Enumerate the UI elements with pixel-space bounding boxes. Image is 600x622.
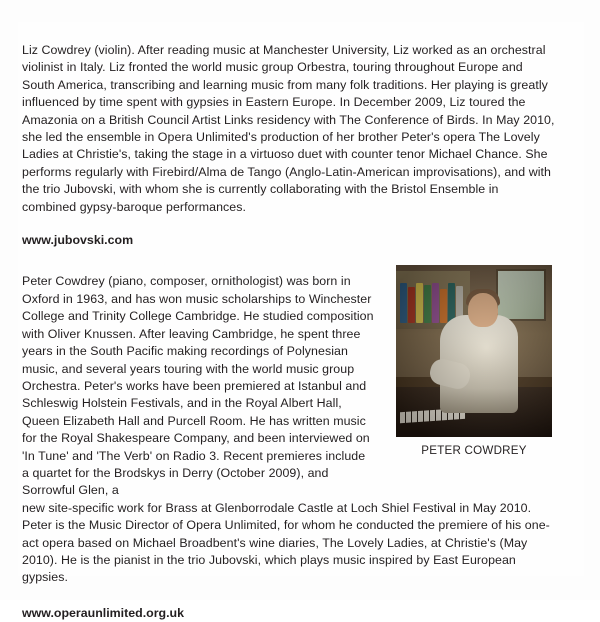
peter-cowdrey-block xyxy=(22,273,578,622)
photo-caption: PETER COWDREY xyxy=(421,444,527,458)
page-edge-right xyxy=(584,0,600,600)
page-edge-top xyxy=(0,0,600,22)
liz-cowdrey-biography: Liz Cowdrey (violin). After reading music at Manchester University, Liz worked as an orchestral violinist in Italy. Liz fronted the world music group Orbestra, touring throughout Europe and South America, transcribing and learning music from many folk traditions. Her playing is greatly influenced by time spent with gypsies in Eastern Europe. In December 2009, Liz toured the Amazonia on a British Council Artist Links residency with The Conference of Birds. In May 2010, she led the ensemble in Opera Unlimited's production of her brother Peter's opera The Lovely Ladies at Christie's, taking the stage in a virtuoso duet with counter tenor Michael Chance. She performs regularly with Firebird/Alma de Tango (Anglo-Latin-American improvisations), and with the trio Jubovski, with whom she is currently collaborating with the Bristol Ensemble in combined gypsy-baroque performances. xyxy=(22,43,555,214)
photo-vignette xyxy=(396,265,552,437)
page-content xyxy=(22,42,578,622)
peter-cowdrey-biography-rest: new site-specific work for Brass at Glenborrodale Castle at Loch Shiel Festival in May 2010. Peter is the Music Director of Opera Unlimited, for whom he conducted the premiere of his one-act opera based on Michael Broadbent's wine diaries, The Lovely Ladies, at Christie's (May 2010). He is the pianist in the trio Jubovski, which plays music inspired by East European gypsies. xyxy=(22,500,550,585)
peter-cowdrey-biography-top: Peter Cowdrey (piano, composer, ornithologist) was born in Oxford in 1963, and has won music scholarships to Winchester College and Trinity College Cambridge. He studied composition with Oliver Knussen. After leaving Cambridge, he spent three years in the South Pacific making recordings of Polynesian music, and several years touring with the world music group Orchestra. Peter's works have been premiered at Istanbul and Schleswig Holstein Festivals, and in the Royal Albert Hall, Queen Elizabeth Hall and Purcell Room. He has written music for the Royal Shakespeare Company, and been interviewed on 'In Tune' and 'The Verb' on Radio 3. Recent premieres include a quartet for the Brodskys in Derry (October 2009), and Sorrowful Glen, a xyxy=(22,274,374,498)
jubovski-website-link[interactable]: www.jubovski.com xyxy=(22,233,134,248)
page-edge-left xyxy=(0,0,18,600)
opera-unlimited-website-link[interactable]: www.operaunlimited.org.uk xyxy=(22,605,185,620)
peter-cowdrey-photo-block xyxy=(396,265,552,457)
peter-cowdrey-photo xyxy=(396,265,552,437)
